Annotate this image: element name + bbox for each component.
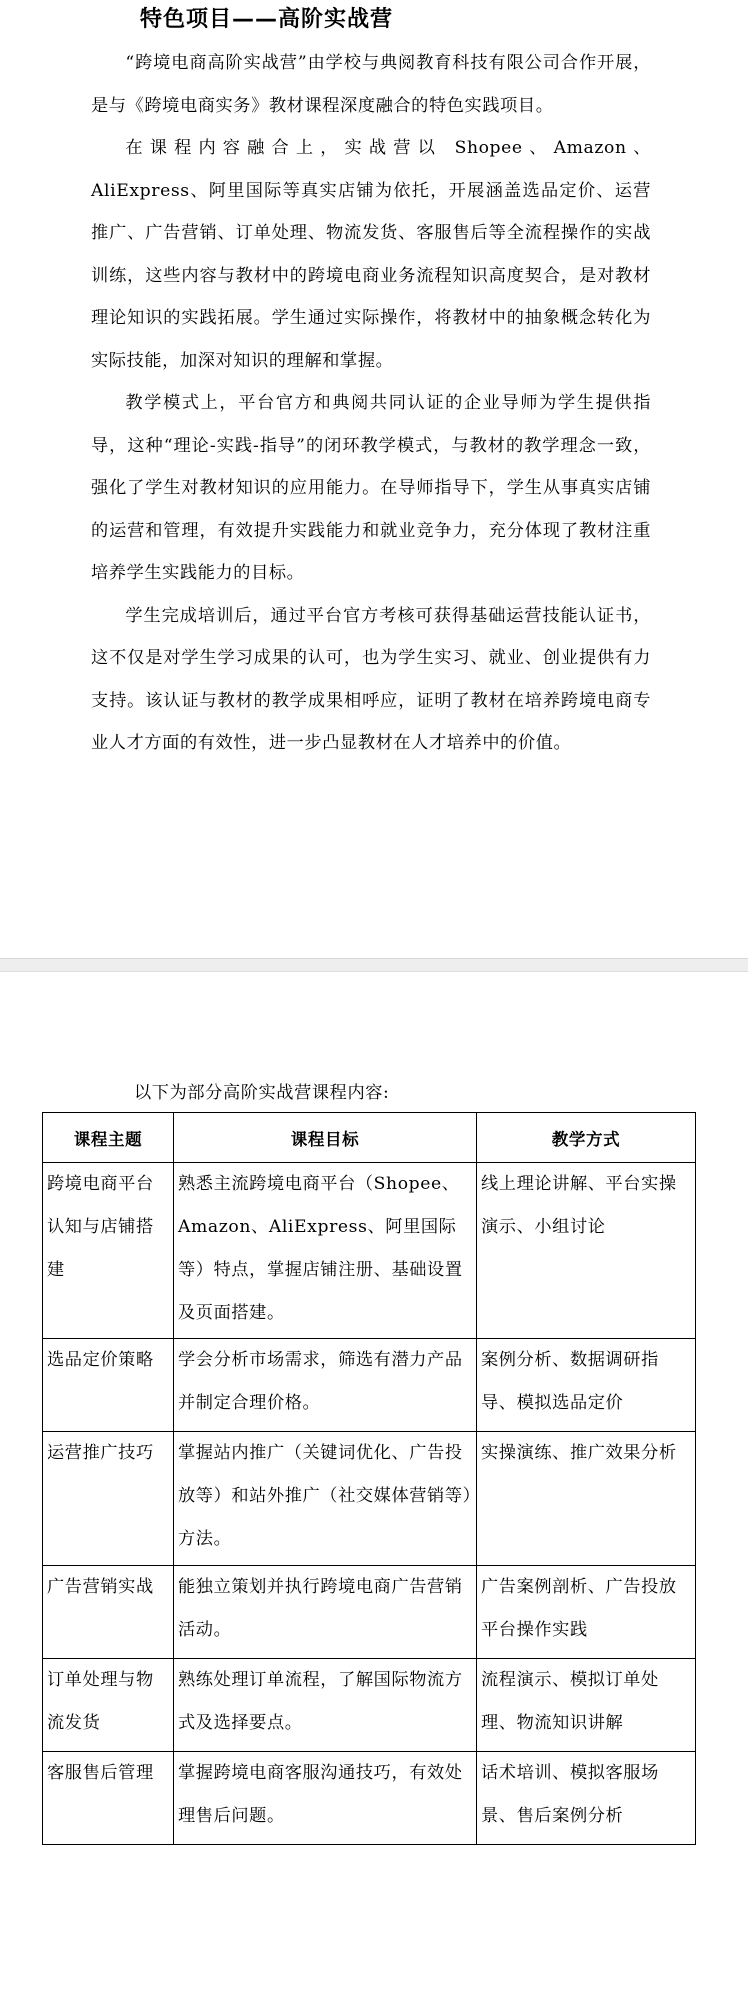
table-cell: 选品定价策略 xyxy=(43,1339,174,1432)
table-cell: 广告营销实战 xyxy=(43,1566,174,1659)
column-header: 教学方式 xyxy=(477,1113,696,1163)
table-cell: 熟练处理订单流程，了解国际物流方式及选择要点。 xyxy=(174,1659,477,1752)
paragraph: 在课程内容融合上，实战营以 Shopee、Amazon、AliExpress、阿里国际等真实店铺为依托，开展涵盖选品定价、运营推广、广告营销、订单处理、物流发货、客服售后等全流程操作的实战训练，这些内容与教材中的跨境电商业务流程知识高度契合，是对教材理论知识的实践拓展。学生通过实际操作，将教材中的抽象概念转化为实际技能，加深对知识的理解和掌握。 xyxy=(91,138,651,371)
table-cell: 熟悉主流跨境电商平台（Shopee、Amazon、AliExpress、阿里国际等）特点，掌握店铺注册、基础设置及页面搭建。 xyxy=(174,1163,477,1339)
table-row xyxy=(43,1163,696,1339)
table-cell: 学会分析市场需求，筛选有潜力产品并制定合理价格。 xyxy=(174,1339,477,1432)
table-cell: 案例分析、数据调研指导、模拟选品定价 xyxy=(477,1339,696,1432)
paragraph: 学生完成培训后，通过平台官方考核可获得基础运营技能认证书，这不仅是对学生学习成果的认可，也为学生实习、就业、创业提供有力支持。该认证与教材的教学成果相呼应，证明了教材在培养跨境电商专业人才方面的有效性，进一步凸显教材在人才培养中的价值。 xyxy=(91,605,651,753)
table-cell: 流程演示、模拟订单处理、物流知识讲解 xyxy=(477,1659,696,1752)
table-cell: 线上理论讲解、平台实操演示、小组讨论 xyxy=(477,1163,696,1339)
table-header-row xyxy=(43,1113,696,1163)
table-cell: 能独立策划并执行跨境电商广告营销活动。 xyxy=(174,1566,477,1659)
paragraph: 教学模式上，平台官方和典阅共同认证的企业导师为学生提供指导，这种“理论-实践-指导”的闭环教学模式，与教材的教学理念一致，强化了学生对教材知识的应用能力。在导师指导下，学生从事真实店铺的运营和管理，有效提升实践能力和就业竞争力，充分体现了教材注重培养学生实践能力的目标。 xyxy=(91,393,651,583)
table-cell: 客服售后管理 xyxy=(43,1752,174,1845)
table-cell: 掌握跨境电商客服沟通技巧，有效处理售后问题。 xyxy=(174,1752,477,1845)
table-row xyxy=(43,1659,696,1752)
column-header: 课程目标 xyxy=(174,1113,477,1163)
paragraph: “跨境电商高阶实战营”由学校与典阅教育科技有限公司合作开展，是与《跨境电商实务》教材课程深度融合的特色实践项目。 xyxy=(91,53,651,116)
document-page-1 xyxy=(0,0,748,958)
table-cell: 运营推广技巧 xyxy=(43,1432,174,1566)
table-row xyxy=(43,1566,696,1659)
table-cell: 订单处理与物流发货 xyxy=(43,1659,174,1752)
page-separator xyxy=(0,958,748,972)
page-title: 特色项目——高阶实战营 xyxy=(140,7,394,32)
table-cell: 话术培训、模拟客服场景、售后案例分析 xyxy=(477,1752,696,1845)
table-row xyxy=(43,1752,696,1845)
course-table xyxy=(42,1112,696,1845)
table-cell: 掌握站内推广（关键词优化、广告投放等）和站外推广（社交媒体营销等）方法。 xyxy=(174,1432,477,1566)
table-row xyxy=(43,1432,696,1566)
table-row xyxy=(43,1339,696,1432)
document-page-2 xyxy=(0,972,748,2005)
table-cell: 实操演练、推广效果分析 xyxy=(477,1432,696,1566)
table-intro: 以下为部分高阶实战营课程内容: xyxy=(134,1083,390,1103)
body-text xyxy=(91,42,651,765)
table-cell: 跨境电商平台认知与店铺搭建 xyxy=(43,1163,174,1339)
table-cell: 广告案例剖析、广告投放平台操作实践 xyxy=(477,1566,696,1659)
column-header: 课程主题 xyxy=(43,1113,174,1163)
